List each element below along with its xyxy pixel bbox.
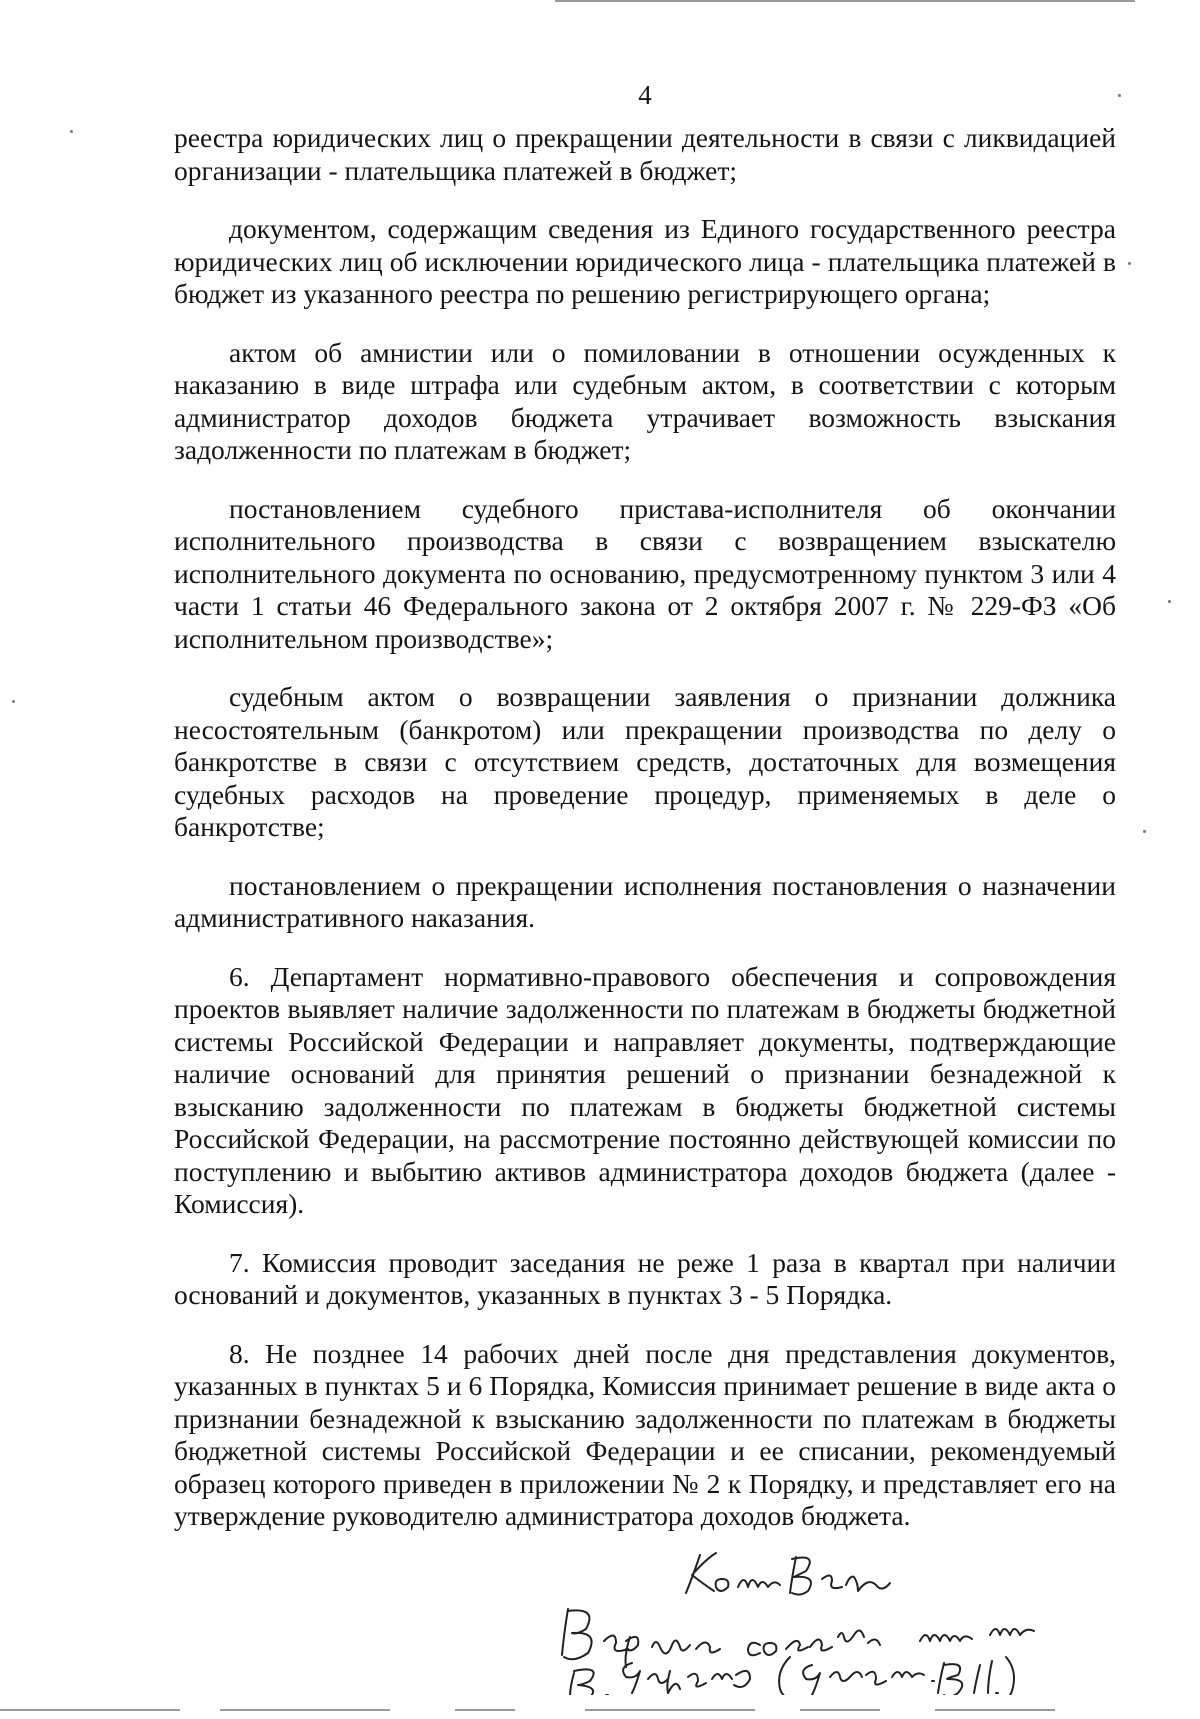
bottom-edge-line [455, 1709, 515, 1711]
scan-speck [12, 700, 15, 703]
bottom-edge-line [585, 1709, 755, 1711]
paragraph-amnesty-act: актом об амнистии или о помиловании в отношении осужденных к наказанию в виде штрафа или судебным актом, в соответствии с которым администратор доходов бюджета утрачивает возможность взыскания задолженности по платежам в бюджет; [174, 336, 1116, 465]
bottom-edge-line [0, 1709, 180, 1711]
scan-speck [1168, 600, 1171, 603]
scan-speck [1143, 830, 1146, 833]
bottom-edge-line [220, 1709, 390, 1711]
paragraph-egrul-exclusion: документом, содержащим сведения из Единого государственного реестра юридических лиц об исключении юридического лица - плательщика платежей в бюджет из указанного реестра по решению регистрирующего органа; [174, 213, 1116, 309]
document-body [174, 122, 1116, 1533]
handwritten-certification-signature [560, 1545, 1180, 1695]
page-number: 4 [638, 80, 652, 110]
paragraph-item-8: 8. Не позднее 14 рабочих дней после дня представления документов, указанных в пунктах 5 и 6 Порядка, Комиссия принимает решение в виде акта о признании безнадежной к взысканию задолженности по платежам в бюджеты бюджетной системы Российской Федерации и ее списании, рекомендуемый образец которого приведен в приложении № 2 к Порядку, и представляет его на утверждение руководителю администратора доходов бюджета. [174, 1337, 1116, 1531]
scan-speck [70, 130, 73, 133]
scan-speck [1118, 94, 1121, 97]
paragraph-termination-resolution: постановлением о прекращении исполнения постановления о назначении административного наказания. [174, 869, 1116, 933]
paragraph-item-7: 7. Комиссия проводит заседания не реже 1 раза в квартал при наличии оснований и документов, указанных в пунктах 3 - 5 Порядка. [174, 1246, 1116, 1310]
paragraph-bankruptcy-act: судебным актом о возвращении заявления о признании должника несостоятельным (банкротом) или прекращении производства по делу о банкротстве в связи с отсутствием средств, достаточных для возмещения судебных расходов на проведение процедур, применяемых в деле о банкротстве; [174, 681, 1116, 842]
bottom-edge-line [800, 1709, 880, 1711]
paragraph-continuation: реестра юридических лиц о прекращении деятельности в связи с ликвидацией организации - плательщика платежей в бюджет; [174, 122, 1116, 186]
bottom-edge-line [935, 1709, 1055, 1711]
scan-speck [1128, 262, 1131, 265]
paragraph-item-6: 6. Департамент нормативно-правового обеспечения и сопровождения проектов выявляет наличие задолженности по платежам в бюджеты бюджетной системы Российской Федерации и направляет документы, подтверждающие наличие оснований для принятия решений о признании безнадежной к взысканию задолженности по платежам в бюджеты бюджетной системы Российской Федерации, на рассмотрение постоянно действующей комиссии по поступлению и выбытию активов администратора доходов бюджета (далее - Комиссия). [174, 960, 1116, 1219]
handwriting-graphic [560, 1545, 1180, 1695]
top-edge-line [555, 0, 1135, 2]
paragraph-bailiff-resolution: постановлением судебного пристава-исполнителя об окончании исполнительного производства в связи с возвращением взыскателю исполнительного документа по основанию, предусмотренному пунктом 3 или 4 части 1 статьи 46 Федерального закона от 2 октября 2007 г. № 229-ФЗ «Об исполнительном производстве»; [174, 492, 1116, 654]
